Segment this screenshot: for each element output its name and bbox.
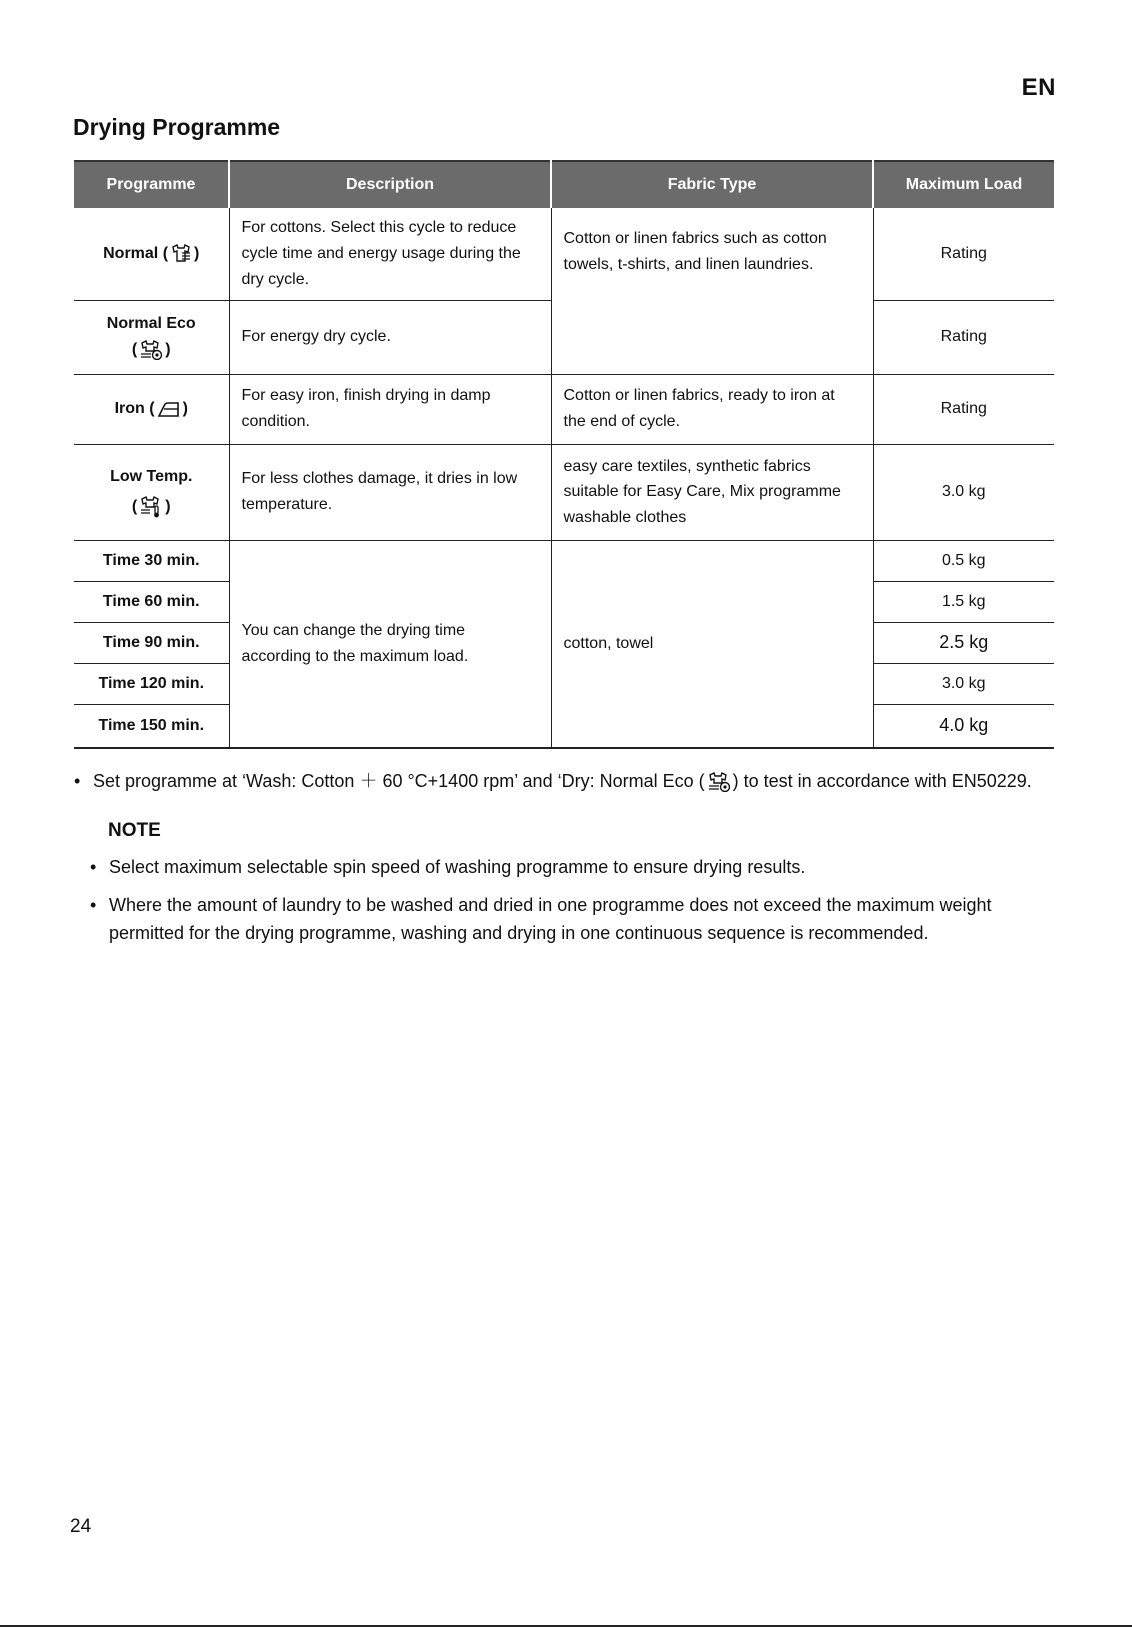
table-row bbox=[74, 374, 1054, 444]
max-load-cell: 3.0 kg bbox=[873, 444, 1054, 540]
description-cell: For less clothes damage, it dries in low temperature. bbox=[229, 444, 551, 540]
programme-cell: Time 90 min. bbox=[74, 622, 229, 663]
max-load-cell: 3.0 kg bbox=[873, 663, 1054, 704]
language-tag: EN bbox=[1021, 74, 1056, 101]
fabric-type-cell: Cotton or linen fabrics such as cotton towels, t-shirts, and linen laundries. bbox=[551, 208, 873, 374]
table-row bbox=[74, 540, 1054, 581]
programme-name: Iron bbox=[114, 400, 145, 418]
normal-dry-icon bbox=[170, 244, 192, 264]
programme-name: Low Temp. bbox=[110, 468, 193, 486]
test-note-text-before: Set programme at ‘Wash: Cotton ＋ 60 °C+1400 rpm’ and ‘Dry: Normal Eco ( bbox=[93, 771, 705, 791]
programme-cell: Normal ( ) bbox=[74, 208, 229, 300]
programme-cell: Time 30 min. bbox=[74, 540, 229, 581]
column-header-fabric-type: Fabric Type bbox=[551, 161, 873, 208]
low-temp-dry-icon bbox=[139, 496, 163, 518]
max-load-cell: Rating bbox=[873, 300, 1054, 374]
fabric-type-cell: cotton, towel bbox=[551, 540, 873, 748]
notes-section bbox=[74, 770, 1064, 958]
test-note-text-after: ) to test in accordance with EN50229. bbox=[732, 771, 1032, 791]
drying-programme-table bbox=[74, 160, 1054, 749]
column-header-programme: Programme bbox=[74, 161, 229, 208]
programme-name: Normal bbox=[103, 244, 159, 262]
description-cell: For easy iron, finish drying in damp condition. bbox=[229, 374, 551, 444]
test-programme-note bbox=[74, 770, 1064, 793]
programme-cell: Time 60 min. bbox=[74, 581, 229, 622]
normal-eco-dry-icon bbox=[707, 772, 731, 792]
fabric-type-cell: easy care textiles, synthetic fabrics suitable for Easy Care, Mix programme washable clothes bbox=[551, 444, 873, 540]
max-load-cell: Rating bbox=[873, 208, 1054, 300]
section-title: Drying Programme bbox=[73, 114, 281, 140]
description-cell: You can change the drying time according to the maximum load. bbox=[229, 540, 551, 748]
normal-eco-dry-icon bbox=[139, 340, 163, 360]
description-cell: For cottons. Select this cycle to reduce cycle time and energy usage during the dry cycle. bbox=[229, 208, 551, 300]
note-title: NOTE bbox=[108, 820, 161, 842]
max-load-cell: Rating bbox=[873, 374, 1054, 444]
programme-cell: Normal Eco ( ) bbox=[74, 300, 229, 374]
programme-name: Normal Eco bbox=[106, 315, 196, 333]
description-cell: For energy dry cycle. bbox=[229, 300, 551, 374]
page-number: 24 bbox=[70, 1516, 92, 1537]
fabric-type-cell: Cotton or linen fabrics, ready to iron at the end of cycle. bbox=[551, 374, 873, 444]
note-list bbox=[90, 854, 1064, 948]
programme-cell: Low Temp. ( ) bbox=[74, 444, 229, 540]
drying-programme-table-wrap bbox=[74, 160, 1054, 749]
note-item: • Where the amount of laundry to be washed and dried in one programme does not exceed the maximum weight permitted for the drying programme, washing and drying in one continuous sequence is recommended. bbox=[90, 892, 1064, 948]
table-row bbox=[74, 444, 1054, 540]
max-load-cell: 0.5 kg bbox=[873, 540, 1054, 581]
max-load-cell: 1.5 kg bbox=[873, 581, 1054, 622]
programme-cell: Time 120 min. bbox=[74, 663, 229, 704]
column-header-description: Description bbox=[229, 161, 551, 208]
table-header-row bbox=[74, 161, 1054, 208]
table-row bbox=[74, 208, 1054, 300]
iron-icon bbox=[157, 400, 181, 418]
note-item: • Select maximum selectable spin speed of washing programme to ensure drying results. bbox=[90, 854, 1064, 882]
max-load-cell: 2.5 kg bbox=[873, 622, 1054, 663]
programme-cell: Time 150 min. bbox=[74, 704, 229, 748]
max-load-cell: 4.0 kg bbox=[873, 704, 1054, 748]
programme-cell: Iron ( ) bbox=[74, 374, 229, 444]
column-header-maximum-load: Maximum Load bbox=[873, 161, 1054, 208]
